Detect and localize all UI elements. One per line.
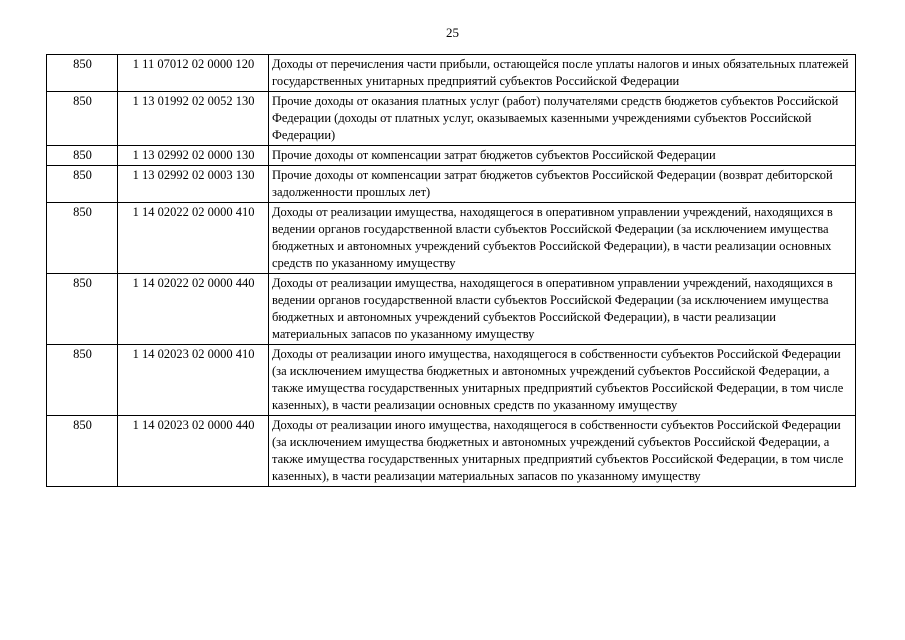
budget-code-cell: 1 13 02992 02 0000 130 <box>118 146 269 166</box>
budget-code-cell: 1 13 01992 02 0052 130 <box>118 92 269 146</box>
admin-code-cell: 850 <box>47 146 118 166</box>
description-cell: Доходы от перечисления части прибыли, остающейся после уплаты налогов и иных обязательных платежей государственных унитарных предприятий субъектов Российской Федерации <box>269 55 856 92</box>
description-cell: Доходы от реализации имущества, находящегося в оперативном управлении учреждений, находящихся в ведении органов государственной власти субъектов Российской Федерации (за исключением имущества бюджетных и автономных учреждений субъектов Российской Федерации), в части реализации основных средств по указанному имуществу <box>269 203 856 274</box>
table-row <box>47 166 856 203</box>
description-cell: Прочие доходы от компенсации затрат бюджетов субъектов Российской Федерации <box>269 146 856 166</box>
table-row <box>47 55 856 92</box>
admin-code-cell: 850 <box>47 345 118 416</box>
description-cell: Доходы от реализации иного имущества, находящегося в собственности субъектов Российской Федерации (за исключением имущества бюджетных и автономных учреждений субъектов Российской Федерации, а также имущества государственных унитарных предприятий субъектов Российской Федерации, в том числе казенных), в части реализации материальных запасов по указанному имуществу <box>269 416 856 487</box>
budget-code-cell: 1 14 02023 02 0000 440 <box>118 416 269 487</box>
table-row <box>47 203 856 274</box>
table-row <box>47 146 856 166</box>
budget-code-cell: 1 13 02992 02 0003 130 <box>118 166 269 203</box>
table-row <box>47 345 856 416</box>
admin-code-cell: 850 <box>47 55 118 92</box>
admin-code-cell: 850 <box>47 203 118 274</box>
admin-code-cell: 850 <box>47 92 118 146</box>
budget-code-cell: 1 14 02022 02 0000 410 <box>118 203 269 274</box>
admin-code-cell: 850 <box>47 274 118 345</box>
page-number: 25 <box>446 25 459 40</box>
revenue-codes-table <box>46 54 856 487</box>
admin-code-cell: 850 <box>47 166 118 203</box>
description-cell: Доходы от реализации имущества, находящегося в оперативном управлении учреждений, находящихся в ведении органов государственной власти субъектов Российской Федерации (за исключением имущества бюджетных и автономных учреждений субъектов Российской Федерации), в части реализации материальных запасов по указанному имуществу <box>269 274 856 345</box>
description-cell: Доходы от реализации иного имущества, находящегося в собственности субъектов Российской Федерации (за исключением имущества бюджетных и автономных учреждений субъектов Российской Федерации, а также имущества государственных унитарных предприятий субъектов Российской Федерации, в том числе казенных), в части реализации основных средств по указанному имуществу <box>269 345 856 416</box>
budget-code-cell: 1 14 02022 02 0000 440 <box>118 274 269 345</box>
table-row <box>47 416 856 487</box>
table-row <box>47 92 856 146</box>
table-row <box>47 274 856 345</box>
budget-code-cell: 1 11 07012 02 0000 120 <box>118 55 269 92</box>
budget-code-cell: 1 14 02023 02 0000 410 <box>118 345 269 416</box>
description-cell: Прочие доходы от оказания платных услуг (работ) получателями средств бюджетов субъектов Российской Федерации (доходы от платных услуг, оказываемых казенными учреждениями субъектов Российской Федерации) <box>269 92 856 146</box>
description-cell: Прочие доходы от компенсации затрат бюджетов субъектов Российской Федерации (возврат дебиторской задолженности прошлых лет) <box>269 166 856 203</box>
admin-code-cell: 850 <box>47 416 118 487</box>
